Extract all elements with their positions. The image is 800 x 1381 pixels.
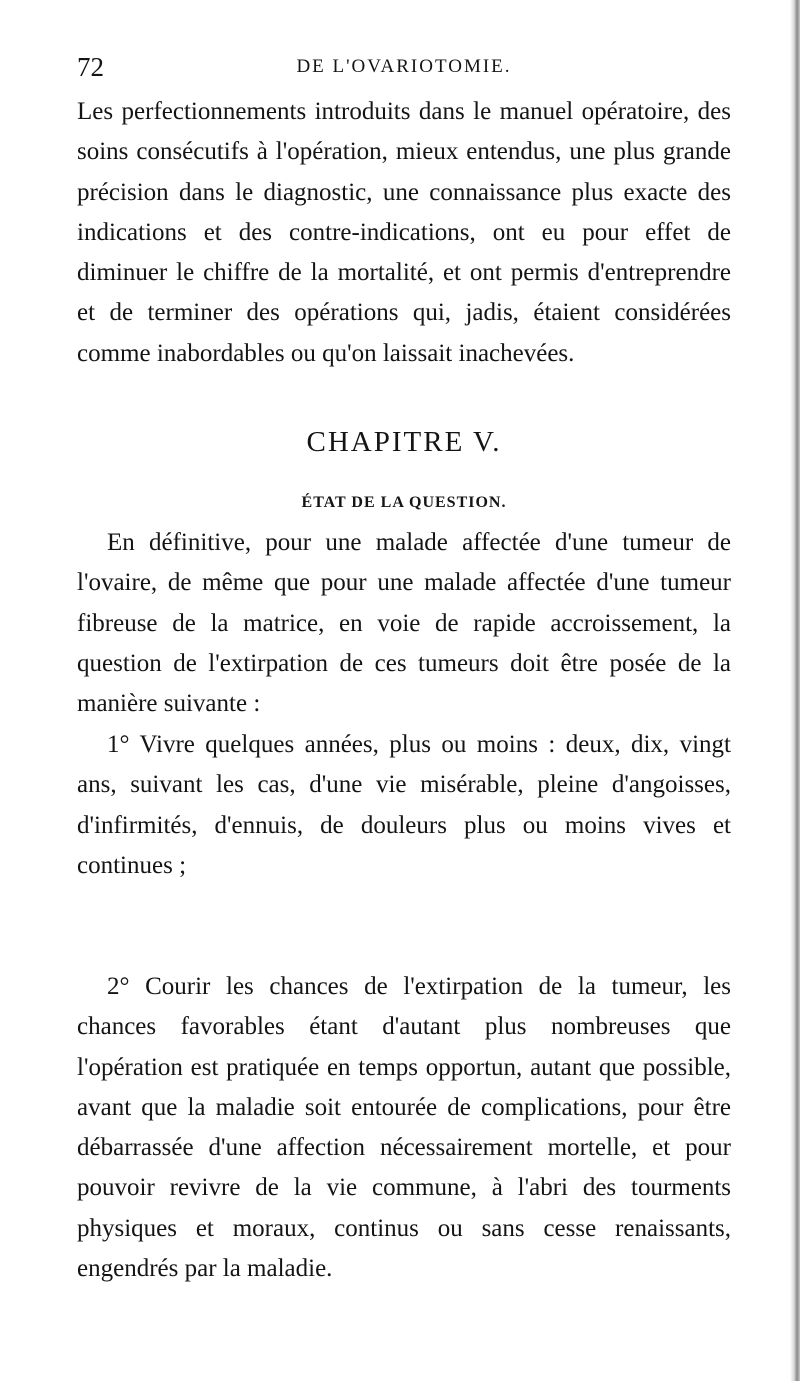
- paragraph-option-1: 1° Vivre quelques années, plus ou moins : deux, dix, vingt ans, suivant les cas, d'une vie misérable, pleine d'angoisses, d'infirmités, d'ennuis, de douleurs plus ou moins vives et continues ;: [77, 731, 731, 879]
- page-number: 72: [77, 52, 104, 82]
- chapter-title: CHAPITRE V.: [306, 426, 502, 458]
- paragraph-intro: Les perfectionnements introduits dans le manuel opératoire, des soins consécutifs à l'opération, mieux entendus, une plus grande précision dans le diagnostic, une connaissance plus exacte des indications et des contre-indications, ont eu pour effet de diminuer le chiffre de la mortalité, et ont permis d'entreprendre et de terminer des opérations qui, jadis, étaient considérées comme inabordables ou qu'on laissait inachevées.: [77, 98, 731, 367]
- section-title: ÉTAT DE LA QUESTION.: [301, 494, 507, 511]
- paragraph-option-2: 2° Courir les chances de l'extirpation de la tumeur, les chances favorables étant d'autant plus nombreuses que l'opération est pratiquée en temps opportun, autant que possible, avant que la maladie soit entourée de complications, pour être débarrassée d'une affection nécessairement mortelle, et pour pouvoir revivre de la vie commune, à l'abri des tourments physiques et moraux, continus ou sans cesse renaissants, engendrés par la maladie.: [77, 973, 731, 1283]
- paragraph-definition: En définitive, pour une malade affectée d'une tumeur de l'ovaire, de même que pour une malade affectée d'une tumeur fibreuse de la matrice, en voie de rapide accroissement, la question de l'extirpation de ces tumeurs doit être posée de la manière suivante :: [77, 529, 731, 718]
- page-edge-shadow: [790, 0, 800, 1381]
- page-header: [77, 52, 731, 82]
- running-title: DE L'OVARIOTOMIE.: [296, 56, 512, 77]
